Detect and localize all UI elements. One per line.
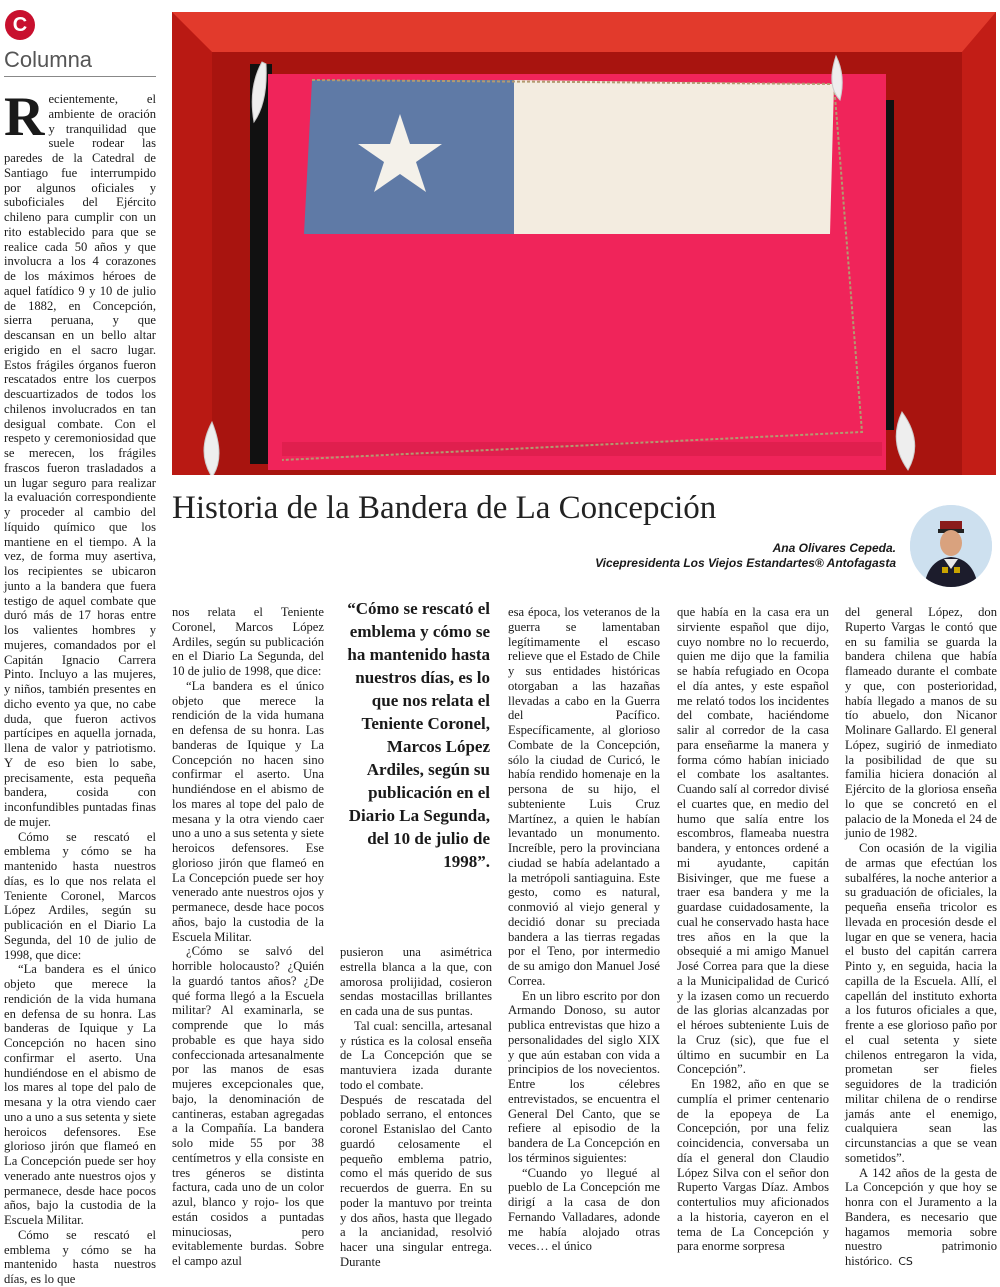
- paragraph: A 142 años de la gesta de La Concepción y que hoy se honra con el Juramento a la Bandera, es necesario que hagamos memoria sobre nuestro patrimonio histórico. CS: [845, 1165, 997, 1268]
- pull-quote: “Cómo se rescató el emblema y cómo se ha mantenido hasta nuestros días, es lo que nos relata el Teniente Coronel, Marcos López Ardiles, según su publicación en el Diario La Segunda, del 10 de julio de 1998”.: [347, 599, 490, 871]
- paragraph: “La bandera es el único objeto que merece la rendición de la vida humana en defensa de su honra. Las banderas de Iquique y La Concepción no hacen sino confirmar el aserto. Una hundiéndose en el abismo de los mares al tope del palo de mesana y la otra viendo caer uno a uno a sus setenta y siete heroicos defensores. Ese glorioso jirón que flameó en La Concepción puede ser hoy venerado ante nuestros ojos y permanece, desde hace pocos años, bajo la custodia de la Escuela Militar.: [172, 678, 324, 944]
- paragraph: Tal cual: sencilla, artesanal y rústica es la colosal enseña de La Concepción que se mantuviera izada durante todo el combate.: [340, 1018, 492, 1092]
- end-mark-icon: CS: [898, 1255, 913, 1268]
- paragraph: Cómo se rescató el emblema y cómo se ha mantenido hasta nuestros días, es lo que: [4, 1227, 156, 1286]
- flag-in-box-illustration: [172, 12, 996, 475]
- article-column-4: [508, 605, 660, 1254]
- section-logo-icon: C: [5, 10, 35, 40]
- section-divider: [4, 76, 156, 77]
- soldier-portrait-icon: [910, 505, 992, 587]
- paragraph: “La bandera es el único objeto que merece la rendición de la vida humana en defensa de su honra. Las banderas de Iquique y La Concepción no hacen sino confirmar el aserto. Una hundiéndose en el abismo de los mares al tope del palo de mesana y la otra viendo caer uno a uno a sus setenta y siete heroicos defensores. Ese glorioso jirón que flameó en La Concepción puede ser hoy venerado ante nuestros ojos y permanece, desde hace pocos años, bajo la custodia de la Escuela Militar.: [4, 962, 156, 1227]
- paragraph: En 1982, año en que se cumplía el primer centenario de la epopeya de La Concepción, por una feliz coincidencia, conversaba un día el general don Claudio López Silva con el señor don Ruperto Vargas Díaz. Ambos contertulios muy aficionados a la historia, cayeron en el tema de La Concepción y para enorme sorpresa: [677, 1077, 829, 1254]
- paragraph: Después de rescatada del poblado serrano, el entonces coronel Estanislao del Canto guardó celosamente el pequeño emblema patrio, como el más querido de sus recuerdos de guerra. En su poder la mantuvo por treinta y dos años, hasta que llegado a la ancianidad, resolvió hacer una singular entrega. Durante: [340, 1092, 492, 1269]
- paragraph: ¿Cómo se salvó del horrible holocausto? ¿Quién la guardó tantos años? ¿De qué forma llegó a la Escuela militar? Al examinarla, se comprende que lo más probable es que haya sido confeccionada artesanalmente por las manos de esas mujeres excepcionales que, bajo, la denominación de cantineras, estaban agregadas a la Compañía. La bandera solo mide 55 por 38 centímetros y ella consiste en tres géneros se distinta factura, cada uno de un color azul, blanco y rojo- los que están cosidos a puntadas minuciosas, pero evitablemente burdas. Sobre el campo azul: [172, 944, 324, 1268]
- headline: Historia de la Bandera de La Concepción: [172, 490, 717, 526]
- author-role: Vicepresidenta Los Viejos Estandartes® Antofagasta: [595, 556, 896, 570]
- paragraph: esa época, los veteranos de la guerra se lamentaban legítimamente el escaso relieve que el Estado de Chile y sus entidades históricas otorgaban a las hazañas llevadas a cabo en la Guerra del Pacífico. Específicamente, al glorioso Combate de la Concepción, sólo la ciudad de Curicó, le había rendido homenaje en la persona de su hijo, el subteniente Luis Cruz Martínez, a quien le habían levantado un monumento. Increíble, pero la provinciana ciudad se había adelantado a la metrópoli santiaguina. Este gesto, como es natural, conmovió al viejo general y decidió donar su preciada bandera a las tierras regadas por el Teno, por intermedio de su amigo don Manuel José Correa.: [508, 605, 660, 988]
- paragraph: En un libro escrito por don Armando Donoso, su autor publica entrevistas que hizo a personalidades del siglo XIX y que aún estaban con vida a principios de los novecientos. Entre los célebres entrevistados, se encuentra el General Del Canto, que se refiere al episodio de la bandera de La Concepción en los términos siguientes:: [508, 988, 660, 1165]
- paragraph: “Cuando yo llegué al pueblo de La Concepción me dirigí a la casa de don Fernando Valladares, adonde me había alojado otras veces… el único: [508, 1165, 660, 1254]
- article-column-1: [4, 86, 156, 1287]
- paragraph: pusieron una asimétrica estrella blanca a la que, con amorosa prolijidad, cosieron sendas mostacillas brillantes en cada una de sus puntas.: [340, 945, 492, 1018]
- article-column-6: [845, 605, 997, 1270]
- paragraph: ecientemente, el ambiente de oración y tranquilidad que suele rodear las paredes de la Catedral de Santiago fue interrumpido por algunos oficiales y suboficiales del Ejército chileno para cumplir con un rito establecido para que se realice cada 50 años y que involucra a los 4 corazones de los máximos héroes de aquel fatídico 9 y 10 de julio de 1882, en Concepción, sierra peruana, y que descansan en un bello altar erigido en el sacro lugar. Estos frágiles órganos fueron rescatados entre los cuerpos descuartizados de todos los chilenos involucrados en tan desigual combate. Con el respeto y ceremoniosidad que se merecen, los frágiles frascos fueron trasladados a un lugar seguro para realizar la evaluación correspondiente y proceder al cambio del líquido químico que los mantiene en el tiempo. A la vez, de forma muy asertiva, los recipientes se ubicaron junto a la bandera que fuera testigo de aquel combate que duró más de 17 horas entre los valientes hombres y mujeres, comandados por el Capitán Ignacio Carrera Pinto. Incluyo a las mujeres, y niños, también presentes en dicho evento ya que, no cabe duda, que fueron activos partícipes en aquella jornada, llena de valor y patriotismo. Y de eso bien lo sabe, precisamente, esta pequeña bandera, cosida con inconfundibles puntadas finas de mujer.: [4, 92, 156, 829]
- article-column-2: [172, 605, 324, 1269]
- section-label: Columna: [4, 47, 93, 72]
- dropcap: R: [4, 86, 45, 148]
- paragraph: Cómo se rescató el emblema y cómo se ha mantenido hasta nuestros días, es lo que nos relata el Teniente Coronel, Marcos López Ardiles, según su publicación en el Diario La Segunda, del 10 de julio de 1998, que dice:: [4, 829, 156, 962]
- author-byline: [560, 541, 896, 571]
- paragraph: Con ocasión de la vigilia de armas que efectúan los subalféres, la noche anterior a su graduación de oficiales, la pequeña enseña tricolor es llevada en procesión desde el lugar en que se venera, hacia el busto del capitán carrera Pinto y, en seguida, hacia la capilla de la Escuela. Allí, el capellán del instituto exhorta a los futuros oficiales a que, frente a ese glorioso paño por el cual setenta y siete chilenos entregaron la vida, prometan ser fieles seguidores de la tradición militar chilena de o rendirse jamás ante el enemigo, cualquiera sean las circunstancias a que se vean sometidos”.: [845, 841, 997, 1165]
- article-column-3: [340, 945, 492, 1270]
- article-column-5: [677, 605, 829, 1254]
- avatar: [910, 505, 992, 587]
- flag-photo: [172, 12, 996, 475]
- author-name: Ana Olivares Cepeda.: [772, 541, 896, 555]
- paragraph: nos relata el Teniente Coronel, Marcos López Ardiles, según su publicación en el Diario La Segunda, del 10 de julio de 1998, que dice:: [172, 605, 324, 678]
- paragraph: que había en la casa era un sirviente español que dijo, cuyo nombre no lo recuerdo, quien me dijo que la familia se había refugiado en Ocopa el día antes, y este español me relató todos los incidentes del combate, haciéndome salir al corredor de la casa para enseñarme la manera y forma cómo habían iniciado el combate los asaltantes. Cuando salí al corredor divisé el cuartes que, en medio del humo que salía entre los escombros, flameaba nuestra bandera, y entonces ordené a mi ayudante, capitán Bisivinger, que me fuese a traer esa bandera y me la guardase cuidadosamente, la cual he conservado hasta hace tres años en la que la obsequié a mi amigo Manuel José Correa para que la diese a la Municipalidad de Curicó y la izasen como un recuerdo de las glorias alcanzadas por el héroes subteniente Luis de la Cruz (sic), que fue el último en sucumbir en La Concepción”.: [677, 605, 829, 1077]
- paragraph: del general López, don Ruperto Vargas le contó que en su familia se guarda la bandera chilena que había flameado durante el combate y que, con posterioridad, había llegado a manos de su tío abuelo, don Nicanor Molinare Gallardo. El general López, sugirió de inmediato la posibilidad de que su familia hiciera donación al Ejército de la gloriosa enseña lo que se concretó en el palacio de la Moneda el 24 de junio de 1982.: [845, 605, 997, 841]
